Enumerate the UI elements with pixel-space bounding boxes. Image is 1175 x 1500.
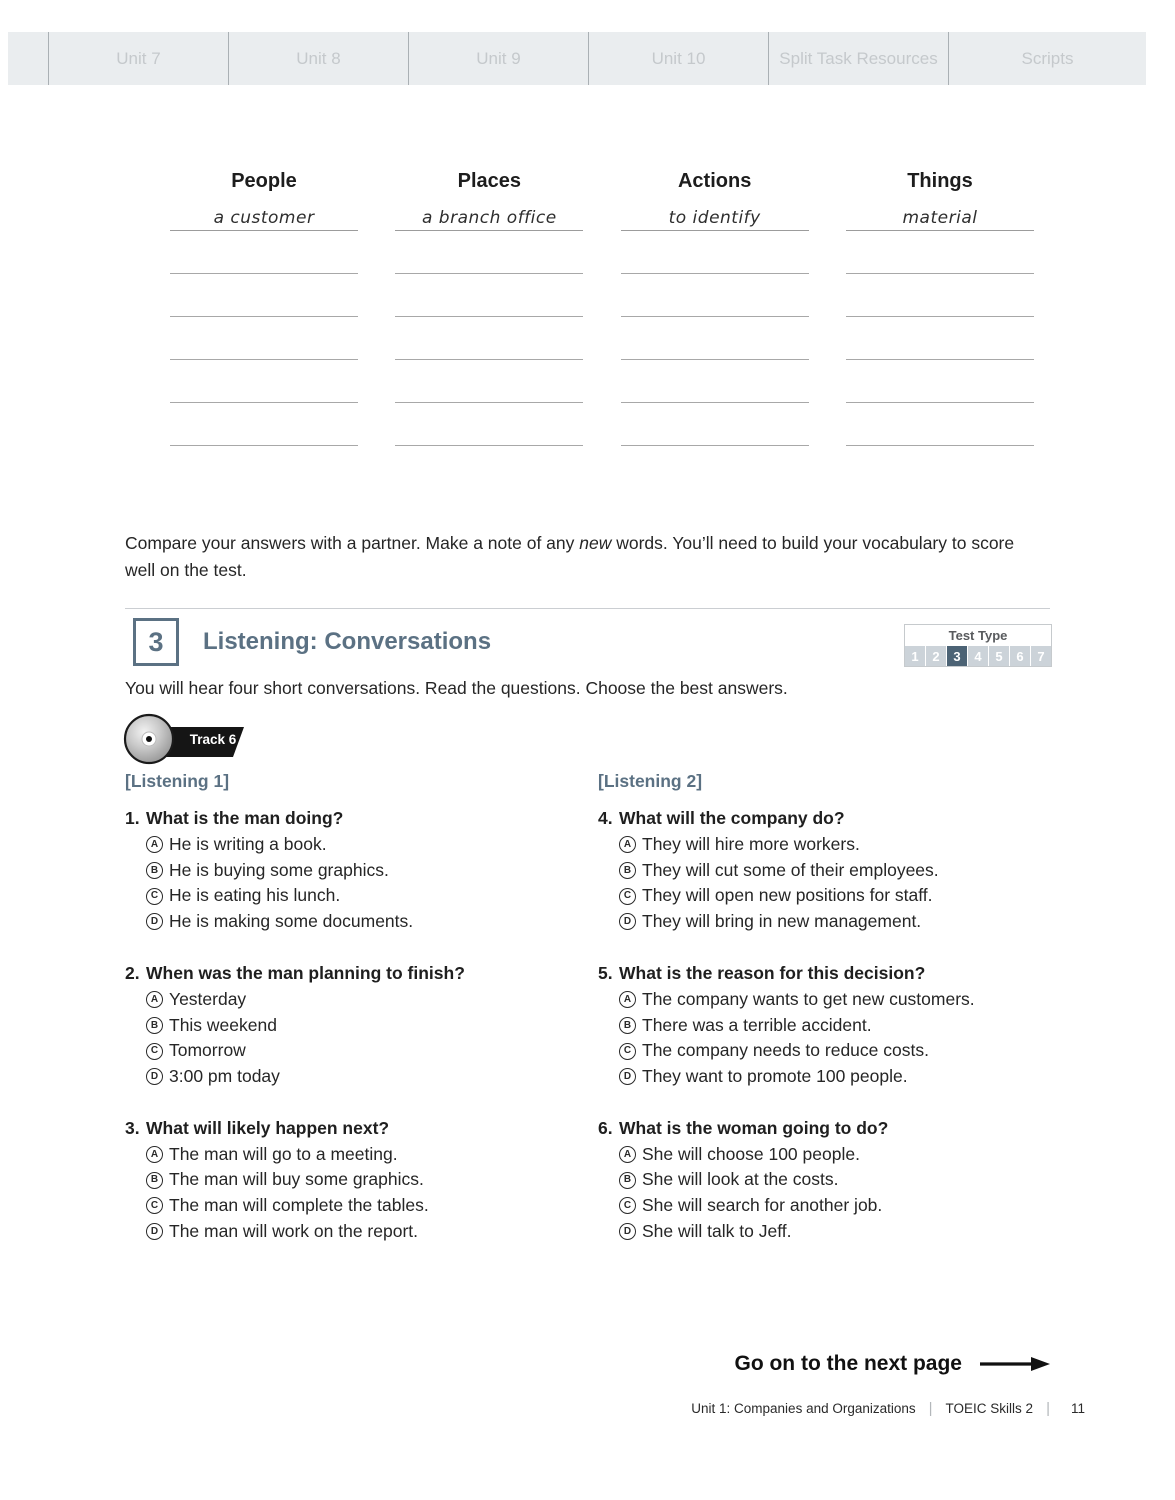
nav-tab-scripts[interactable]: Scripts	[1021, 48, 1074, 68]
go-next-text: Go on to the next page	[734, 1352, 962, 1375]
answer-option-c[interactable]	[598, 1193, 1068, 1219]
test-type-cell-4: 4	[968, 646, 988, 666]
option-text: They will bring in new management.	[642, 911, 922, 932]
test-type-indicator	[904, 624, 1052, 667]
question-block	[125, 805, 595, 935]
answer-option-c[interactable]	[125, 883, 595, 909]
question-text: What is the woman going to do?	[619, 1117, 889, 1138]
vocab-blank-line	[170, 317, 358, 360]
test-type-cell-5: 5	[989, 646, 1009, 666]
answer-option-c[interactable]	[598, 883, 1068, 909]
answer-option-a[interactable]	[125, 987, 595, 1013]
option-letter-circle: C	[146, 888, 163, 905]
footer-meta-item: Unit 1: Companies and Organizations	[691, 1401, 916, 1416]
answer-option-d[interactable]	[125, 1064, 595, 1090]
answer-option-d[interactable]	[125, 1219, 595, 1245]
section-title: Listening: Conversations	[203, 628, 492, 655]
option-text: They will hire more workers.	[642, 834, 860, 854]
test-type-cell-6: 6	[1010, 646, 1030, 666]
option-text: He is eating his lunch.	[169, 885, 341, 906]
vocab-header: Actions	[677, 170, 752, 192]
option-text: She will search for another job.	[642, 1195, 883, 1216]
option-letter-circle: A	[619, 991, 636, 1008]
option-letter-circle: D	[619, 1068, 636, 1085]
footer-page-number: 11	[1070, 1401, 1085, 1416]
vocab-entry-line: a branch office	[395, 204, 583, 231]
option-text: 3:00 pm today	[169, 1065, 280, 1086]
footer-separator: |	[928, 1400, 933, 1417]
answer-option-b[interactable]	[598, 1013, 1068, 1039]
vocab-blank-line	[621, 231, 809, 274]
option-letter-circle: A	[146, 836, 163, 853]
option-letter-circle: C	[619, 1197, 636, 1214]
vocab-blank-line	[395, 231, 583, 274]
question-block	[598, 805, 1068, 935]
option-letter-circle: D	[146, 1223, 163, 1240]
section-instruction: You will hear four short conversations. Read the questions. Choose the best answers.	[125, 678, 788, 698]
vocab-blank-line	[395, 317, 583, 360]
option-letter-circle: B	[619, 862, 636, 879]
answer-option-d[interactable]	[598, 1219, 1068, 1245]
vocab-entry-line: to identify	[621, 204, 809, 231]
question-number: 5.	[598, 962, 613, 983]
option-text: She will look at the costs.	[642, 1169, 839, 1190]
answer-option-d[interactable]	[598, 1064, 1068, 1090]
option-text: The man will complete the tables.	[169, 1195, 429, 1216]
vocab-entry-line: a customer	[170, 204, 358, 231]
nav-tab-unit-8[interactable]: Unit 8	[229, 32, 409, 85]
listening-label: [Listening 2]	[598, 771, 703, 791]
question-line	[598, 805, 1068, 832]
answer-option-c[interactable]	[598, 1038, 1068, 1064]
listening-2-column	[598, 771, 1068, 1269]
answer-option-a[interactable]	[125, 1142, 595, 1168]
vocab-blank-line	[170, 403, 358, 446]
option-letter-circle: D	[146, 913, 163, 930]
option-letter-circle: C	[619, 888, 636, 905]
track-label: Track 6	[189, 732, 237, 747]
vocab-column-things	[846, 170, 1034, 446]
answer-option-b[interactable]	[598, 1167, 1068, 1193]
option-letter-circle: B	[619, 1017, 636, 1034]
option-text: The man will work on the report.	[169, 1220, 418, 1241]
compare-note-emphasis: new	[579, 532, 612, 553]
option-text: He is making some documents.	[169, 911, 414, 932]
option-letter-circle: C	[146, 1197, 163, 1214]
option-text: They will open new positions for staff.	[642, 885, 933, 906]
vocab-column-people	[170, 170, 358, 446]
option-text: The man will buy some graphics.	[169, 1169, 424, 1190]
answer-option-a[interactable]	[598, 987, 1068, 1013]
question-number: 3.	[125, 1117, 140, 1138]
option-letter-circle: A	[619, 1146, 636, 1163]
vocab-blank-line	[621, 360, 809, 403]
vocab-table	[170, 170, 1034, 446]
question-line	[125, 960, 595, 987]
vocab-blank-line	[621, 317, 809, 360]
vocab-header: People	[231, 170, 297, 192]
vocab-header: Things	[907, 170, 973, 192]
vocab-blank-line	[846, 403, 1034, 446]
vocab-blank-line	[846, 360, 1034, 403]
question-text: What will likely happen next?	[146, 1117, 390, 1138]
nav-tab-unit-9[interactable]: Unit 9	[409, 32, 589, 85]
footer-meta	[691, 1400, 1085, 1417]
answer-option-b[interactable]	[125, 858, 595, 884]
vocab-blank-line	[395, 403, 583, 446]
option-letter-circle: A	[619, 836, 636, 853]
question-line	[125, 1115, 595, 1142]
option-letter-circle: C	[146, 1043, 163, 1060]
option-text: Yesterday	[169, 988, 247, 1009]
option-text: He is writing a book.	[169, 834, 327, 854]
question-block	[125, 1115, 595, 1245]
question-block	[598, 960, 1068, 1090]
vocab-blank-line	[621, 274, 809, 317]
option-letter-circle: B	[619, 1172, 636, 1189]
listening-label: [Listening 1]	[125, 771, 230, 791]
nav-tab-unit-7[interactable]: Unit 7	[49, 32, 229, 85]
question-number: 1.	[125, 808, 140, 828]
option-letter-circle: B	[146, 1172, 163, 1189]
answer-option-a[interactable]	[598, 832, 1068, 858]
option-letter-circle: C	[619, 1043, 636, 1060]
test-type-cells	[905, 646, 1051, 666]
vocab-entry-line: material	[846, 204, 1034, 231]
option-letter-circle: A	[146, 1146, 163, 1163]
option-text: Tomorrow	[169, 1040, 246, 1061]
question-text: What is the reason for this decision?	[619, 962, 926, 983]
compare-note-pre: Compare your answers with a partner. Make a note of any	[125, 532, 580, 553]
test-type-cell-2: 2	[926, 646, 946, 666]
option-letter-circle: D	[146, 1068, 163, 1085]
test-type-cell-3: 3	[947, 646, 967, 666]
option-text: They want to promote 100 people.	[642, 1065, 908, 1086]
compare-note-post: words. You’ll need to build your vocabulary to score well on the test.	[125, 532, 1015, 580]
section-number-badge: 3	[133, 618, 179, 666]
audio-track-badge[interactable]	[120, 710, 250, 768]
test-type-cell-7: 7	[1031, 646, 1051, 666]
vocab-blank-line	[170, 274, 358, 317]
section-divider	[125, 608, 1050, 609]
vocab-blank-line	[846, 231, 1034, 274]
answer-option-b[interactable]	[125, 1013, 595, 1039]
question-line	[598, 960, 1068, 987]
test-type-label: Test Type	[948, 628, 1008, 643]
go-next-banner	[734, 1352, 1050, 1376]
option-text: This weekend	[169, 1014, 277, 1035]
option-text: The company wants to get new customers.	[642, 988, 975, 1009]
option-text: She will talk to Jeff.	[642, 1220, 792, 1241]
question-line	[125, 805, 595, 832]
option-text: He is buying some graphics.	[169, 859, 389, 880]
option-letter-circle: A	[146, 991, 163, 1008]
question-number: 6.	[598, 1117, 613, 1138]
question-text: When was the man planning to finish?	[146, 962, 465, 983]
option-text: The man will go to a meeting.	[169, 1143, 398, 1164]
question-text: What is the man doing?	[146, 808, 344, 828]
question-number: 4.	[598, 808, 613, 828]
question-line	[598, 1115, 1068, 1142]
question-text: What will the company do?	[619, 808, 845, 828]
question-number: 2.	[125, 962, 140, 983]
question-block	[598, 1115, 1068, 1245]
question-block	[125, 960, 595, 1090]
option-letter-circle: D	[619, 913, 636, 930]
answer-option-d[interactable]	[125, 909, 595, 935]
vocab-column-places	[395, 170, 583, 446]
footer-separator: |	[1046, 1400, 1050, 1417]
vocab-blank-line	[846, 317, 1034, 360]
listening-1-column	[125, 771, 595, 1269]
answer-option-c[interactable]	[125, 1193, 595, 1219]
vocab-blank-line	[395, 274, 583, 317]
vocab-blank-line	[846, 274, 1034, 317]
nav-tab-split-task-resources[interactable]: Split Task Resources	[769, 32, 949, 85]
option-text: They will cut some of their employees.	[642, 859, 939, 880]
option-letter-circle: B	[146, 862, 163, 879]
option-letter-circle: B	[146, 1017, 163, 1034]
vocab-blank-line	[395, 360, 583, 403]
test-type-cell-1: 1	[905, 646, 925, 666]
nav-tab-unit-10[interactable]: Unit 10	[589, 32, 769, 85]
nav-stub	[8, 32, 49, 85]
answer-option-b[interactable]	[125, 1167, 595, 1193]
next-page-arrow-icon	[980, 1356, 1050, 1372]
option-letter-circle: D	[619, 1223, 636, 1240]
vocab-column-actions	[621, 170, 809, 446]
answer-option-d[interactable]	[598, 909, 1068, 935]
top-nav-bar	[8, 32, 1146, 85]
option-text: There was a terrible accident.	[642, 1014, 872, 1035]
vocab-blank-line	[621, 403, 809, 446]
vocab-blank-line	[170, 360, 358, 403]
footer-meta-item: TOEIC Skills 2	[945, 1401, 1034, 1416]
compare-note	[125, 530, 1030, 584]
answer-option-c[interactable]	[125, 1038, 595, 1064]
answer-option-a[interactable]	[125, 832, 595, 858]
vocab-blank-line	[170, 231, 358, 274]
option-text: She will choose 100 people.	[642, 1143, 860, 1164]
vocab-header: Places	[457, 170, 522, 192]
answer-option-a[interactable]	[598, 1142, 1068, 1168]
option-text: The company needs to reduce costs.	[642, 1040, 929, 1061]
answer-option-b[interactable]	[598, 858, 1068, 884]
